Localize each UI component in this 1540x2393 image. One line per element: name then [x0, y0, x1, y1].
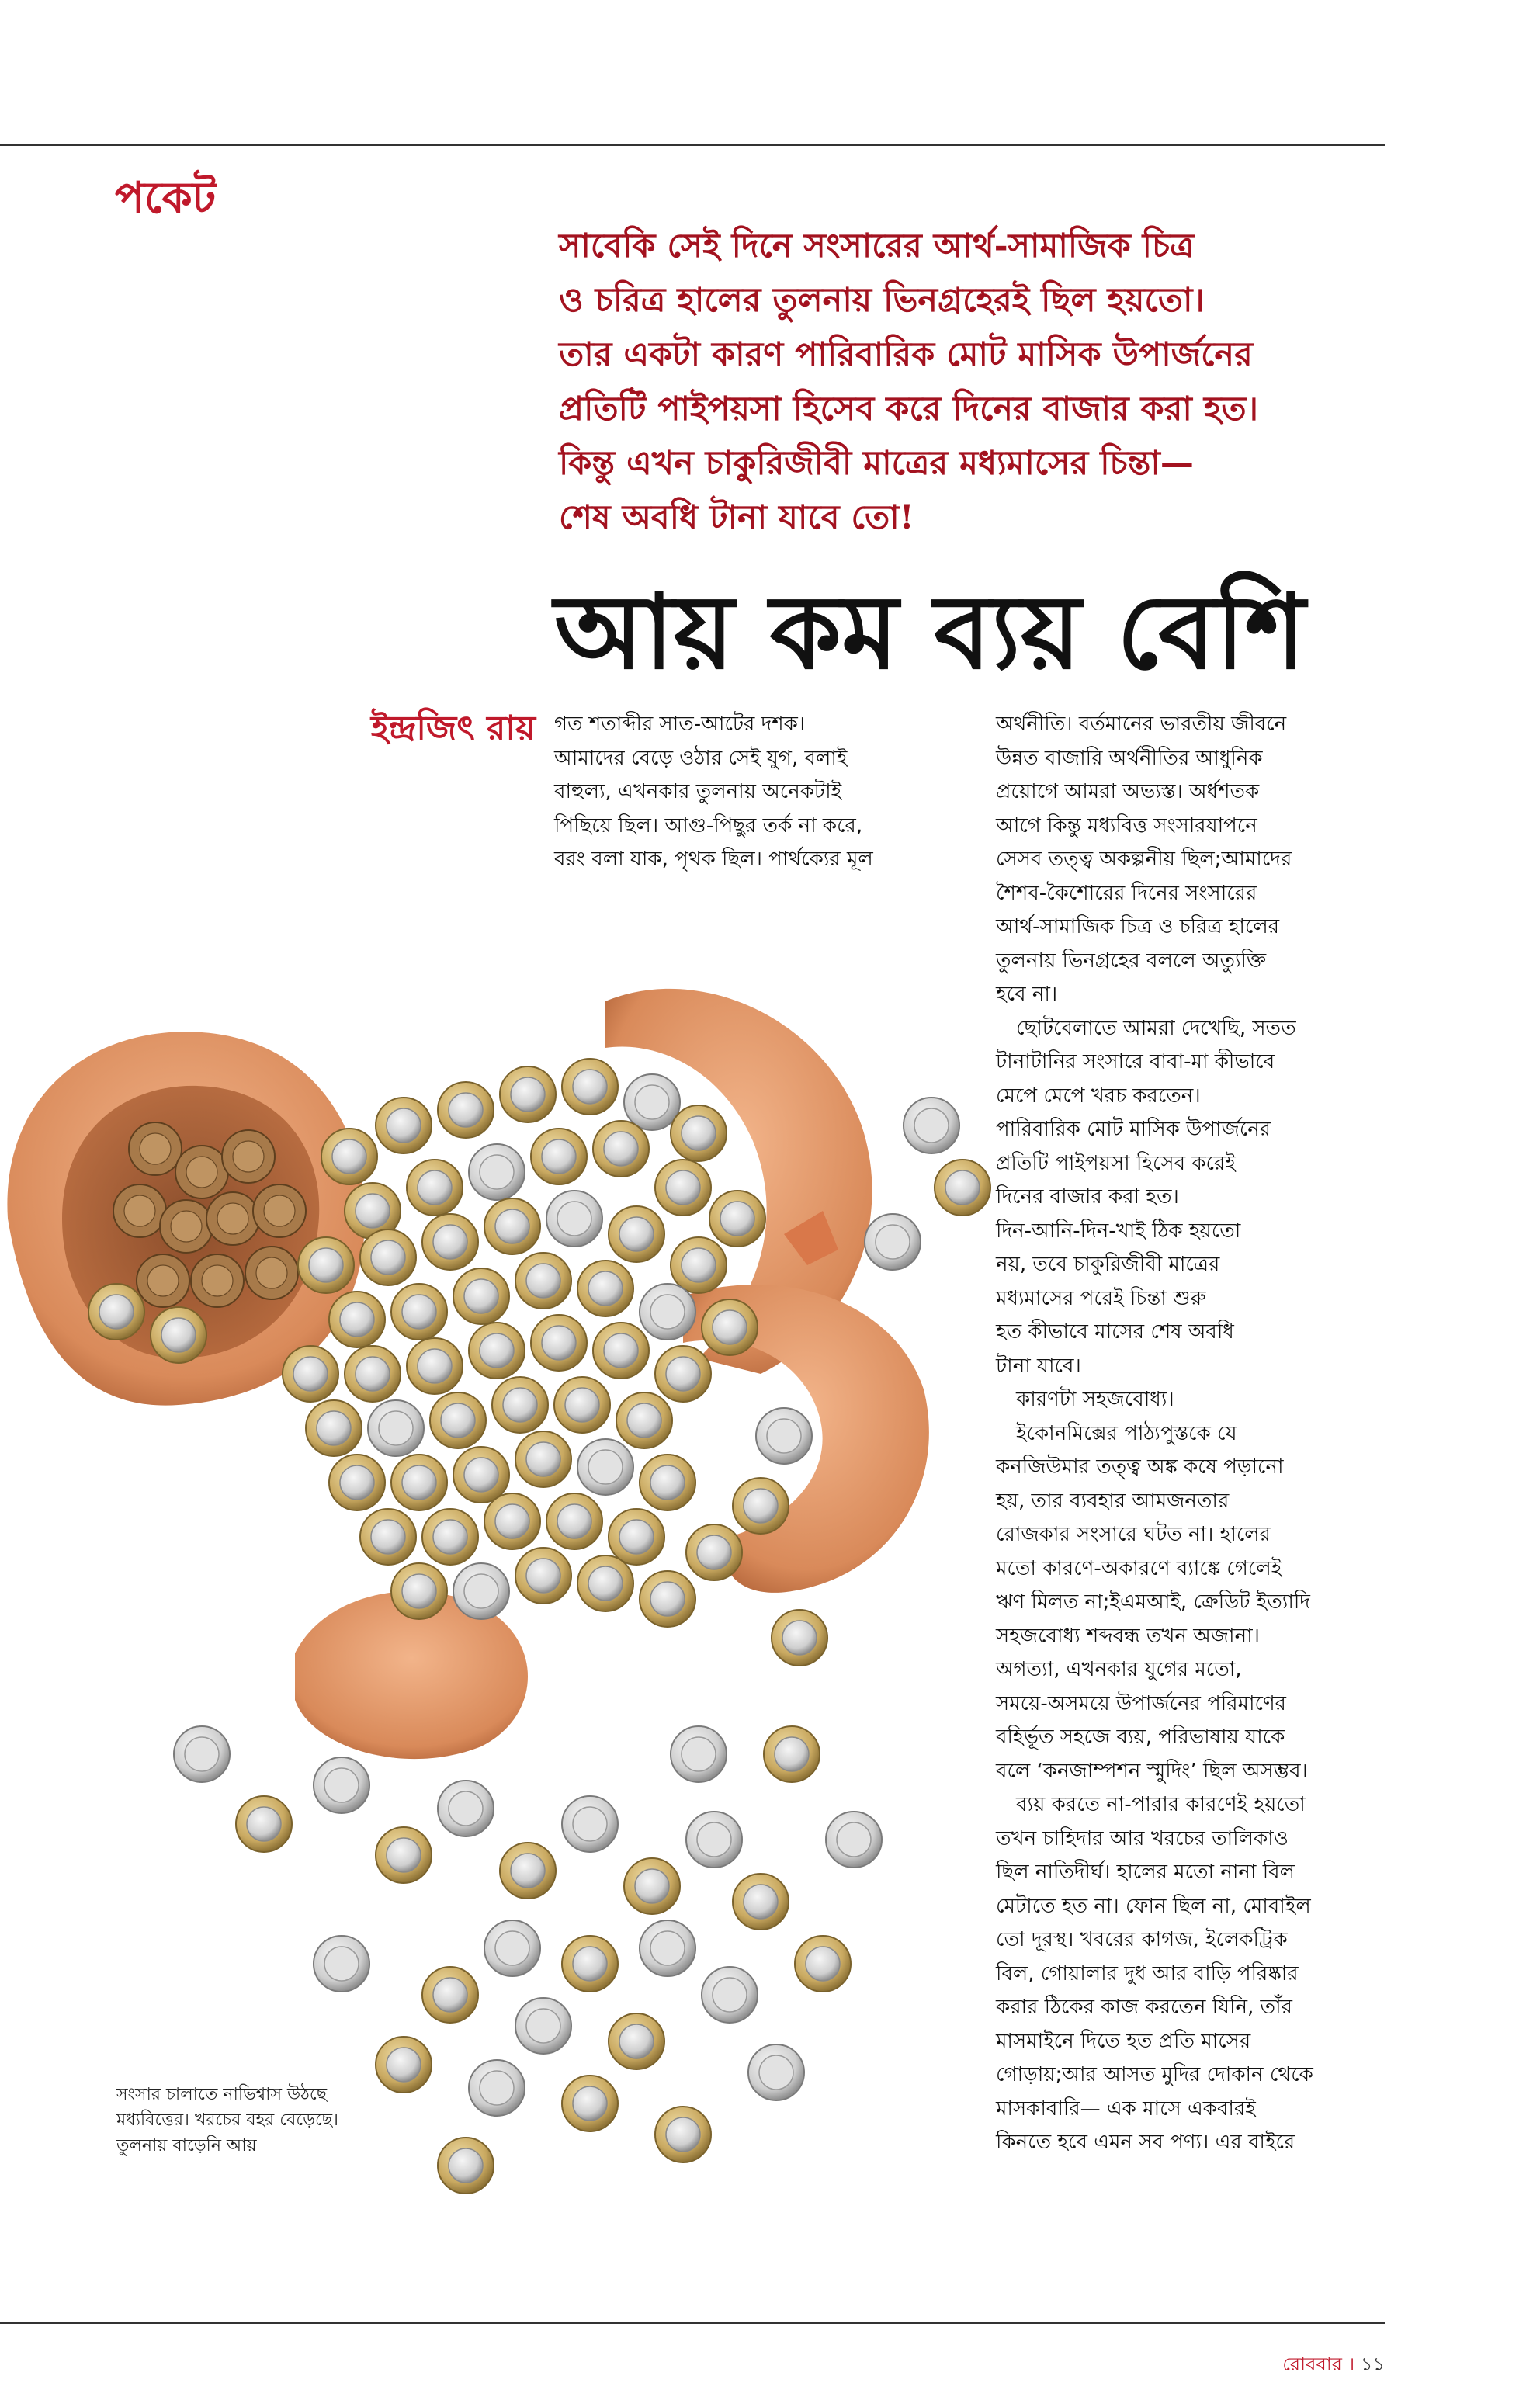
body-line: ছিল নাতিদীর্ঘ। হালের মতো নানা বিল	[996, 1861, 1295, 1884]
page-number: ১১	[1360, 2353, 1385, 2375]
body-line: গত শতাব্দীর সাত-আটের দশক।	[554, 713, 806, 736]
body-line: শৈশব-কৈশোরের দিনের সংসারের	[996, 881, 1257, 905]
body-line: ব্যয় করতে না-পারার কারণেই হয়তো	[1016, 1793, 1306, 1816]
top-rule	[0, 144, 1385, 146]
headline: আয় কম ব্যয় বেশি	[554, 572, 1306, 692]
body-line: বহির্ভূত সহজে ব্যয়, পরিভাষায় যাকে	[996, 1725, 1285, 1749]
body-line: দিনের বাজার করা হত।	[996, 1185, 1179, 1209]
publication-name: রোববার	[1282, 2353, 1342, 2375]
body-line: মাসকাবারি— এক মাসে একবারই	[996, 2096, 1256, 2121]
body-line: হত কীভাবে মাসের শেষ অবধি	[996, 1320, 1234, 1344]
coin-heap	[283, 1059, 812, 1627]
body-line: অর্থনীতি। বর্তমানের ভারতীয় জীবনে	[996, 713, 1287, 736]
body-line: সময়ে-অসময়ে উপার্জনের পরিমাণের	[996, 1691, 1286, 1715]
article-column-2	[996, 708, 1400, 2160]
body-line: মেপে মেপে খরচ করতেন।	[996, 1084, 1201, 1108]
body-line: ইকোনমিক্সের পাঠ্যপুস্তকে যে	[1016, 1421, 1237, 1445]
caption-line: তুলনায় বাড়েনি আয়	[116, 2136, 257, 2155]
standfirst-line: সাবেকি সেই দিনে সংসারের আর্থ-সামাজিক চিত্র	[559, 227, 1195, 265]
body-line: পারিবারিক মোট মাসিক উপার্জনের	[996, 1118, 1271, 1141]
page-folio	[1282, 2350, 1385, 2381]
body-line: আগে কিন্তু মধ্যবিত্ত সংসারযাপনে	[996, 813, 1257, 838]
body-line: দিন-আনি-দিন-খাই ঠিক হয়তো	[996, 1219, 1241, 1243]
folio-separator: ।	[1348, 2353, 1355, 2375]
body-line: রোজকার সংসারে ঘটত না। হালের	[996, 1523, 1271, 1546]
caption-line: মধ্যবিত্তের। খরচের বহর বেড়েছে।	[116, 2110, 339, 2130]
caption-line: সংসার চালাতে নাভিশ্বাস উঠছে	[116, 2085, 328, 2104]
body-line: তো দূরস্থ। খবরের কাগজ, ইলেকট্রিক	[996, 1928, 1288, 1951]
body-line: টানাটানির সংসারে বাবা-মা কীভাবে	[996, 1050, 1275, 1073]
body-line: কারণটা সহজবোধ্য।	[1016, 1388, 1174, 1411]
body-line: কনজিউমার তত্ত্ব অঙ্ক কষে পড়ানো	[996, 1455, 1284, 1479]
byline: ইন্দ্রজিৎ রায়	[370, 709, 536, 748]
body-line: আর্থ-সামাজিক চিত্র ও চরিত্র হালের	[996, 915, 1280, 938]
standfirst-line: ও চরিত্র হালের তুলনায় ভিনগ্রহেরই ছিল হয়তো।	[559, 281, 1205, 320]
bottom-rule	[0, 2322, 1385, 2324]
standfirst-line: প্রতিটি পাইপয়সা হিসেব করে দিনের বাজার করা হত।	[559, 390, 1259, 428]
body-line: সেসব তত্ত্ব অকল্পনীয় ছিল;আমাদের	[996, 848, 1292, 871]
body-line: কিনতে হবে এমন সব পণ্য। এর বাইরে	[996, 2131, 1295, 2154]
body-line: হবে না।	[996, 983, 1058, 1006]
body-line: বরং বলা যাক, পৃথক ছিল। পার্থক্যের মূল	[554, 848, 873, 871]
body-line: মতো কারণে-অকারণে ব্যাঙ্কে গেলেই	[996, 1556, 1282, 1580]
body-line: মেটাতে হত না। ফোন ছিল না, মোবাইল	[996, 1894, 1311, 1918]
body-line: নয়, তবে চাকুরিজীবী মাত্রের	[996, 1253, 1220, 1276]
body-line: সহজবোধ্য শব্দবন্ধ তখন অজানা।	[996, 1624, 1260, 1648]
standfirst	[559, 219, 1405, 545]
body-line: বাহুল্য, এখনকার তুলনায় অনেকটাই	[554, 780, 842, 803]
body-line: ঋণ মিলত না;ইএমআই, ক্রেডিট ইত্যাদি	[996, 1590, 1310, 1614]
standfirst-line: শেষ অবধি টানা যাবে তো!	[559, 498, 914, 537]
standfirst-line: কিন্তু এখন চাকুরিজীবী মাত্রের মধ্যমাসের চিন্তা—	[559, 444, 1194, 483]
body-line: টানা যাবে।	[996, 1354, 1081, 1378]
body-line: আমাদের বেড়ে ওঠার সেই যুগ, বলাই	[554, 746, 848, 770]
body-line: গোড়ায়;আর আসত মুদির দোকান থেকে	[996, 2063, 1313, 2086]
body-line: বিল, গোয়ালার দুধ আর বাড়ি পরিষ্কার	[996, 1961, 1299, 1985]
body-line: বলে ‘কনজাম্পশন স্মুদিং’ ছিল অসম্ভব।	[996, 1759, 1308, 1783]
body-line: পিছিয়ে ছিল। আগু-পিছুর তর্ক না করে,	[554, 813, 863, 838]
body-line: মাসমাইনে দিতে হত প্রতি মাসের	[996, 2029, 1251, 2053]
body-line: উন্নত বাজারি অর্থনীতির আধুনিক	[996, 746, 1263, 770]
body-line: প্রয়োগে আমরা অভ্যস্ত। অর্ধশতক	[996, 780, 1260, 803]
section-label: পকেট	[115, 172, 217, 224]
body-line: ছোটবেলাতে আমরা দেখেছি, সতত	[1016, 1016, 1296, 1040]
body-line: অগত্যা, এখনকার যুগের মতো,	[996, 1658, 1242, 1681]
body-line: করার ঠিকের কাজ করতেন যিনি, তাঁর	[996, 1996, 1292, 2019]
article-column-1	[554, 708, 989, 877]
body-line: তুলনায় ভিনগ্রহের বললে অত্যুক্তি	[996, 949, 1267, 973]
photo-caption	[116, 2082, 458, 2159]
standfirst-line: তার একটা কারণ পারিবারিক মোট মাসিক উপার্জনের	[559, 335, 1253, 374]
coins-photo	[0, 893, 1001, 2243]
body-line: প্রতিটি পাইপয়সা হিসেব করেই	[996, 1151, 1236, 1175]
body-line: মধ্যমাসের পরেই চিন্তা শুরু	[996, 1286, 1206, 1310]
body-line: হয়, তার ব্যবহার আমজনতার	[996, 1489, 1230, 1513]
body-line: তখন চাহিদার আর খরচের তালিকাও	[996, 1826, 1289, 1850]
